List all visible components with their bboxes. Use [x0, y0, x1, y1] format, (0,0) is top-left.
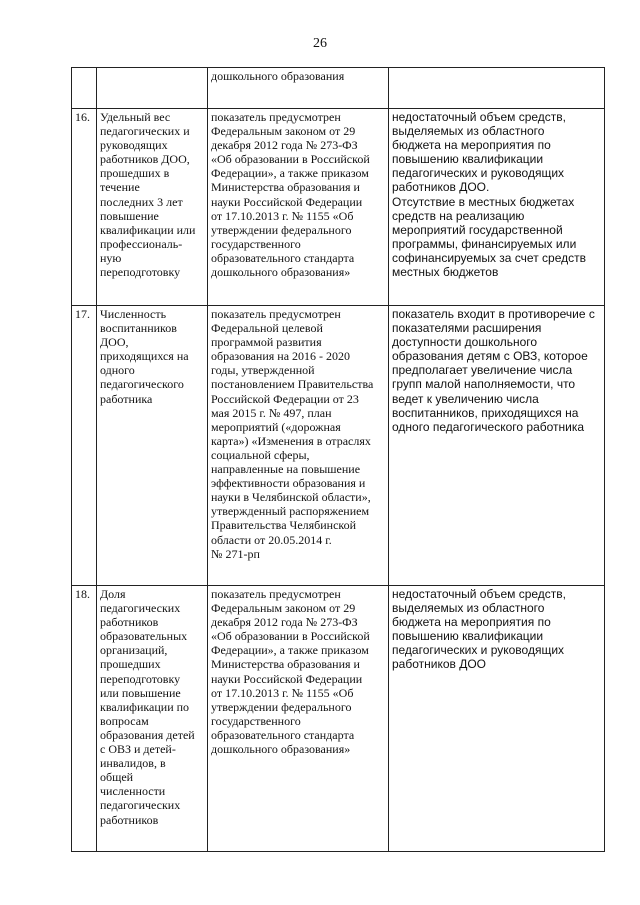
- indicators-table: [71, 67, 605, 852]
- indicator-comment: недостаточный объем средств, выделяемых из областного бюджета на мероприятия по повышению квалификации педагогических и руководящих работников ДОО: [389, 586, 605, 852]
- indicator-comment: [389, 68, 605, 109]
- indicator-name: Численность воспитанников ДОО, приходящихся на одного педагогического работника: [97, 306, 208, 586]
- indicator-basis: показатель предусмотрен Федеральным законом от 29 декабря 2012 года № 273-ФЗ «Об образовании в Российской Федерации», а также приказом Министерства образования и науки Российской Федерации от 17.10.2013 г. № 1155 «Об утверждении федерального государственного образовательного стандарта дошкольного образования»: [208, 586, 389, 852]
- indicator-basis: показатель предусмотрен Федеральной целевой программой развития образования на 2016 - 2020 годы, утвержденной постановлением Правительства Российской Федерации от 23 мая 2015 г. № 497, план мероприятий («дорожная карта») «Изменения в отраслях социальной сферы, направленные на повышение эффективности образования и науки в Челябинской области», утвержденный распоряжением Правительства Челябинской области от 20.05.2014 г. № 271-рп: [208, 306, 389, 586]
- indicator-basis: дошкольного образования: [208, 68, 389, 109]
- row-number: [72, 68, 97, 109]
- table-row: [72, 109, 605, 306]
- indicator-comment: показатель входит в противоречие с показателями расширения доступности дошкольного образования детям с ОВЗ, которое предполагает увеличение числа групп малой наполняемости, что ведет к увеличению числа воспитанников, приходящихся на одного педагогического работника: [389, 306, 605, 586]
- table-row: [72, 68, 605, 109]
- row-number: 18.: [72, 586, 97, 852]
- indicator-basis: показатель предусмотрен Федеральным законом от 29 декабря 2012 года № 273-ФЗ «Об образовании в Российской Федерации», а также приказом Министерства образования и науки Российской Федерации от 17.10.2013 г. № 1155 «Об утверждении федерального государственного образовательного стандарта дошкольного образования»: [208, 109, 389, 306]
- table-row: [72, 306, 605, 586]
- indicator-name: Доля педагогических работников образовательных организаций, прошедших переподготовку или повышение квалификации по вопросам образования детей с ОВЗ и детей- инвалидов, в общей численности педагогических работников: [97, 586, 208, 852]
- indicator-comment: недостаточный объем средств, выделяемых из областного бюджета на мероприятия по повышению квалификации педагогических и руководящих работников ДОО. Отсутствие в местных бюджетах средств на реализацию мероприятий государственной программы, финансируемых или софинансируемых за счет средств местных бюджетов: [389, 109, 605, 306]
- table-row: [72, 586, 605, 852]
- row-number: 17.: [72, 306, 97, 586]
- indicator-name: [97, 68, 208, 109]
- row-number: 16.: [72, 109, 97, 306]
- page-number: 26: [313, 36, 327, 51]
- indicator-name: Удельный вес педагогических и руководящих работников ДОО, прошедших в течение последних 3 лет повышение квалификации или профессиональ- ную переподготовку: [97, 109, 208, 306]
